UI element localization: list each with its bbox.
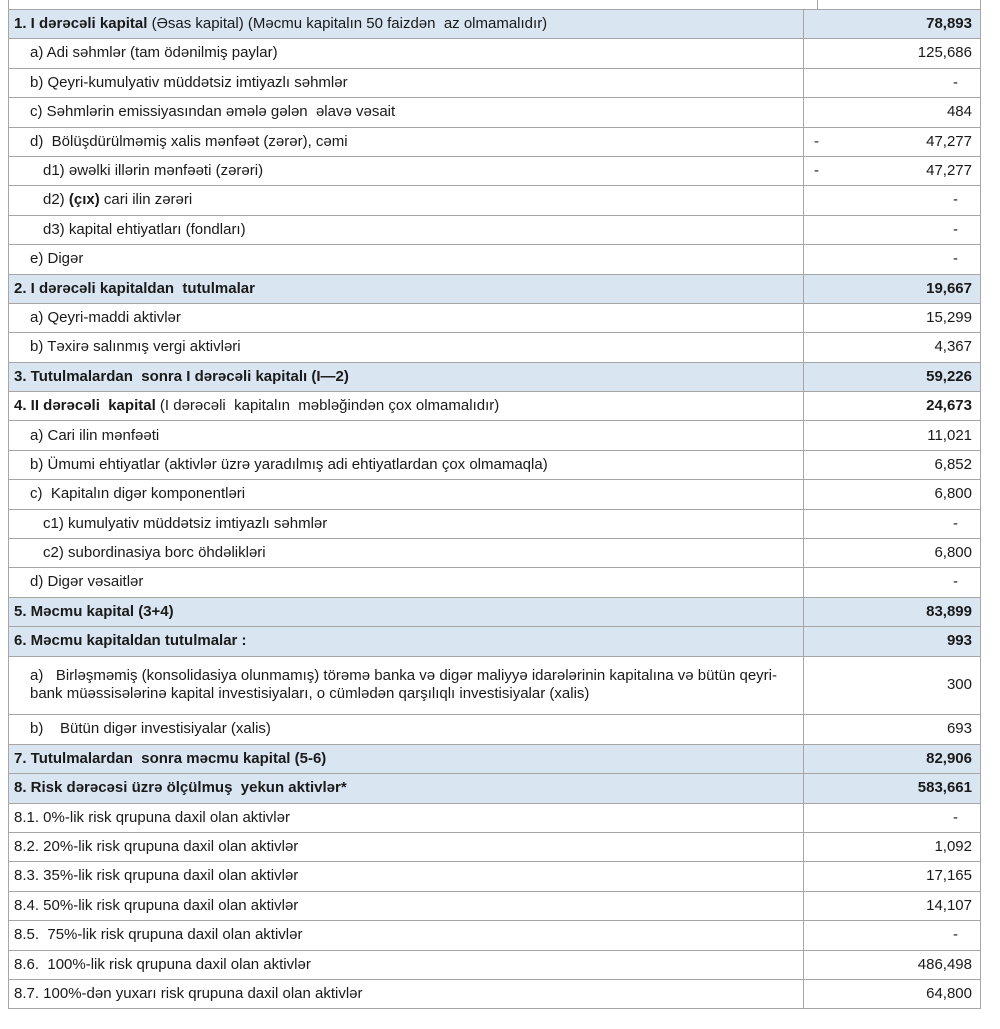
- table-row: [9, 392, 981, 421]
- row-value: [804, 539, 981, 568]
- row-value: [804, 362, 981, 391]
- row-label-part: d1) əwəlki illərin mənfəəti (zərəri): [43, 162, 264, 179]
- row-label-part: 8.5. 75%-lik risk qrupuna daxil olan aktivlər: [14, 926, 303, 944]
- row-label-part: 7. Tutulmalardan sonra məcmu kapital (5-6): [14, 749, 327, 767]
- row-value: [804, 568, 981, 597]
- table-row: [9, 774, 981, 803]
- row-value: [804, 245, 981, 274]
- value-number: -: [953, 73, 958, 91]
- row-label: [9, 274, 804, 303]
- value-number: 993: [946, 632, 972, 650]
- value-number: 83,899: [926, 602, 972, 620]
- row-label-part: 5. Məcmu kapital (3+4): [14, 602, 174, 620]
- row-value: [804, 803, 981, 832]
- row-label: [9, 39, 804, 68]
- negative-sign: -: [814, 132, 819, 150]
- row-value: [804, 774, 981, 803]
- row-label: [9, 744, 804, 773]
- row-label-part: 4. II dərəcəli kapital: [14, 397, 160, 415]
- row-label: [9, 68, 804, 97]
- row-label-part: a) Qeyri-maddi aktivlər: [30, 308, 181, 326]
- row-label: [9, 480, 804, 509]
- row-value: [804, 421, 981, 450]
- row-label: [9, 333, 804, 362]
- row-value: [804, 597, 981, 626]
- row-label: [9, 127, 804, 156]
- value-number: -: [953, 250, 958, 268]
- table-row: [9, 509, 981, 538]
- negative-value-wrap: [810, 133, 972, 151]
- row-label: [9, 862, 804, 891]
- table-body: [9, 10, 981, 1009]
- row-value: [804, 215, 981, 244]
- value-number: 6,852: [934, 455, 972, 473]
- row-label: [9, 245, 804, 274]
- row-label: [9, 392, 804, 421]
- row-label: [9, 98, 804, 127]
- row-value: [804, 744, 981, 773]
- row-label-part: 1. I dərəcəli kapital: [14, 15, 152, 33]
- table-row: [9, 274, 981, 303]
- table-row: [9, 186, 981, 215]
- row-label: [9, 539, 804, 568]
- row-label-part: c1) kumulyativ müddətsiz imtiyazlı səhmlər: [43, 514, 328, 532]
- table-row: [9, 127, 981, 156]
- row-value: [804, 891, 981, 920]
- table-row: [9, 333, 981, 362]
- row-label: [9, 509, 804, 538]
- row-label: [9, 715, 804, 744]
- row-label-part: c) Səhmlərin emissiyasından əmələ gələn əlavə vəsait: [30, 103, 396, 121]
- row-label-part: b) Qeyri-kumulyativ müddətsiz imtiyazlı səhmlər: [30, 73, 348, 91]
- value-number: 17,165: [926, 867, 972, 885]
- row-label: [9, 568, 804, 597]
- cutoff-row-column-border: [817, 0, 818, 9]
- row-label: [9, 421, 804, 450]
- row-value: [804, 186, 981, 215]
- table-row: [9, 450, 981, 479]
- row-label: [9, 950, 804, 979]
- value-number: 24,673: [926, 397, 972, 415]
- value-number: 47,277: [926, 132, 972, 150]
- row-label-part: d3) kapital ehtiyatları (fondları): [43, 220, 246, 238]
- row-label-part: a) Cari ilin mənfəəti: [30, 426, 160, 444]
- row-label: [9, 774, 804, 803]
- row-label-part: 8.6. 100%-lik risk qrupuna daxil olan aktivlər: [14, 955, 311, 973]
- row-label-part: (I dərəcəli kapitalın məbləğindən çox olmamalıdır): [159, 397, 500, 415]
- row-label: [9, 156, 804, 185]
- cutoff-row-left-border: [8, 0, 9, 9]
- row-value: [804, 68, 981, 97]
- row-label: [9, 891, 804, 920]
- table-row: [9, 303, 981, 332]
- row-value: [804, 627, 981, 656]
- row-label-part: 8. Risk dərəcəsi üzrə ölçülmuş yekun aktivlər*: [14, 779, 347, 797]
- row-value: [804, 656, 981, 715]
- row-label: [9, 215, 804, 244]
- row-value: [804, 979, 981, 1008]
- row-value: [804, 39, 981, 68]
- row-label-part: 2. I dərəcəli kapitaldan tutulmalar: [14, 279, 255, 297]
- table-row: [9, 10, 981, 39]
- row-label: [9, 627, 804, 656]
- table-row: [9, 891, 981, 920]
- row-label-part: d2): [43, 191, 69, 209]
- value-number: 484: [946, 103, 972, 121]
- row-value: [804, 156, 981, 185]
- table-row: [9, 421, 981, 450]
- table-row: [9, 68, 981, 97]
- value-number: -: [953, 220, 958, 238]
- report-table-container: [8, 9, 981, 1009]
- table-row: [9, 744, 981, 773]
- capital-adequacy-table: [8, 9, 981, 1009]
- row-value: [804, 950, 981, 979]
- table-row: [9, 803, 981, 832]
- row-label-part: d) Bölüşdürülməmiş xalis mənfəət (zərər), cəmi: [30, 132, 348, 150]
- row-label: [9, 832, 804, 861]
- row-label-part: 8.3. 35%-lik risk qrupuna daxil olan aktivlər: [14, 867, 299, 885]
- value-number: 15,299: [926, 308, 972, 326]
- table-row: [9, 950, 981, 979]
- row-label-part: cari ilin zərəri: [99, 191, 193, 209]
- value-number: 6,800: [934, 485, 972, 503]
- row-label-part: (çıx): [68, 191, 100, 209]
- value-number: -: [953, 514, 958, 532]
- row-label-part: b) Təxirə salınmış vergi aktivləri: [30, 338, 241, 356]
- value-number: 82,906: [926, 749, 972, 767]
- value-number: 693: [946, 720, 972, 738]
- table-row: [9, 862, 981, 891]
- table-row: [9, 715, 981, 744]
- value-number: 59,226: [926, 367, 972, 385]
- value-number: -: [953, 926, 958, 944]
- row-label: [9, 979, 804, 1008]
- table-row: [9, 568, 981, 597]
- table-row: [9, 921, 981, 950]
- row-label-part: 8.4. 50%-lik risk qrupuna daxil olan aktivlər: [14, 896, 299, 914]
- row-value: [804, 921, 981, 950]
- table-row: [9, 39, 981, 68]
- row-label: [9, 921, 804, 950]
- row-label: [9, 656, 804, 715]
- row-label: [9, 10, 804, 39]
- value-number: 1,092: [934, 838, 972, 855]
- cutoff-row-right-border: [980, 0, 981, 9]
- row-value: [804, 450, 981, 479]
- value-number: 583,661: [917, 779, 972, 797]
- row-label-part: 8.7. 100%-dən yuxarı risk qrupuna daxil olan aktivlər: [14, 984, 363, 1002]
- row-label-part: c2) subordinasiya borc öhdəlikləri: [43, 544, 266, 562]
- value-number: 64,800: [926, 984, 972, 1002]
- table-row: [9, 627, 981, 656]
- row-label-part: a) Birləşməmiş (konsolidasiya olunmamış) törəmə banka və digər maliyyə idarələrinin kapitalına və bütün qeyri-bank müəssisələrinə kapital investisiyaları, o cümlədən qarşılıqlı investisiyalar (xalis): [30, 667, 777, 703]
- row-value: [804, 10, 981, 39]
- row-label-part: b) Ümumi ehtiyatlar (aktivlər üzrə yaradılmış adi ehtiyatlardan çox olmamaqla): [30, 455, 548, 473]
- table-row: [9, 539, 981, 568]
- row-label: [9, 186, 804, 215]
- value-number: -: [953, 191, 958, 209]
- value-number: 486,498: [917, 955, 972, 973]
- row-value: [804, 303, 981, 332]
- value-number: 6,800: [934, 544, 972, 562]
- row-label-part: b) Bütün digər investisiyalar (xalis): [30, 720, 271, 738]
- table-row: [9, 245, 981, 274]
- value-number: 125,686: [917, 44, 972, 62]
- value-number: 78,893: [926, 15, 972, 33]
- row-value: [804, 862, 981, 891]
- table-row: [9, 597, 981, 626]
- table-row: [9, 98, 981, 127]
- row-value: [804, 715, 981, 744]
- row-label-part: 8.1. 0%-lik risk qrupuna daxil olan aktivlər: [14, 808, 290, 826]
- table-row: [9, 656, 981, 715]
- row-value: [804, 392, 981, 421]
- negative-value-wrap: [810, 162, 972, 180]
- row-label-part: d) Digər vəsaitlər: [30, 573, 144, 591]
- row-value: [804, 98, 981, 127]
- value-number: 11,021: [927, 426, 972, 444]
- table-row: [9, 480, 981, 509]
- row-label: [9, 362, 804, 391]
- row-label-part: 6. Məcmu kapitaldan tutulmalar :: [14, 632, 247, 650]
- value-number: -: [953, 573, 958, 591]
- table-row: [9, 832, 981, 861]
- row-value: [804, 480, 981, 509]
- value-number: 47,277: [926, 162, 972, 179]
- row-label: [9, 450, 804, 479]
- value-number: 4,367: [934, 338, 972, 356]
- row-label-part: (Əsas kapital) (Məcmu kapitalın 50 faizdən az olmamalıdır): [151, 15, 548, 33]
- row-value: [804, 127, 981, 156]
- table-row: [9, 979, 981, 1008]
- negative-sign: -: [814, 162, 819, 179]
- value-number: 14,107: [926, 896, 972, 914]
- row-label: [9, 597, 804, 626]
- row-label: [9, 803, 804, 832]
- row-value: [804, 333, 981, 362]
- row-label-part: 8.2. 20%-lik risk qrupuna daxil olan aktivlər: [14, 838, 299, 855]
- row-label: [9, 303, 804, 332]
- table-row: [9, 215, 981, 244]
- row-label-part: c) Kapitalın digər komponentləri: [30, 485, 246, 503]
- row-label-part: 3. Tutulmalardan sonra I dərəcəli kapitalı (I—2): [14, 367, 349, 385]
- row-label-part: e) Digər: [30, 250, 84, 268]
- value-number: -: [953, 808, 958, 826]
- table-row: [9, 156, 981, 185]
- row-value: [804, 832, 981, 861]
- row-value: [804, 509, 981, 538]
- row-label-part: a) Adi səhmlər (tam ödənilmiş paylar): [30, 44, 278, 62]
- row-value: [804, 274, 981, 303]
- value-number: 19,667: [926, 279, 972, 297]
- table-row: [9, 362, 981, 391]
- value-number: 300: [946, 676, 972, 694]
